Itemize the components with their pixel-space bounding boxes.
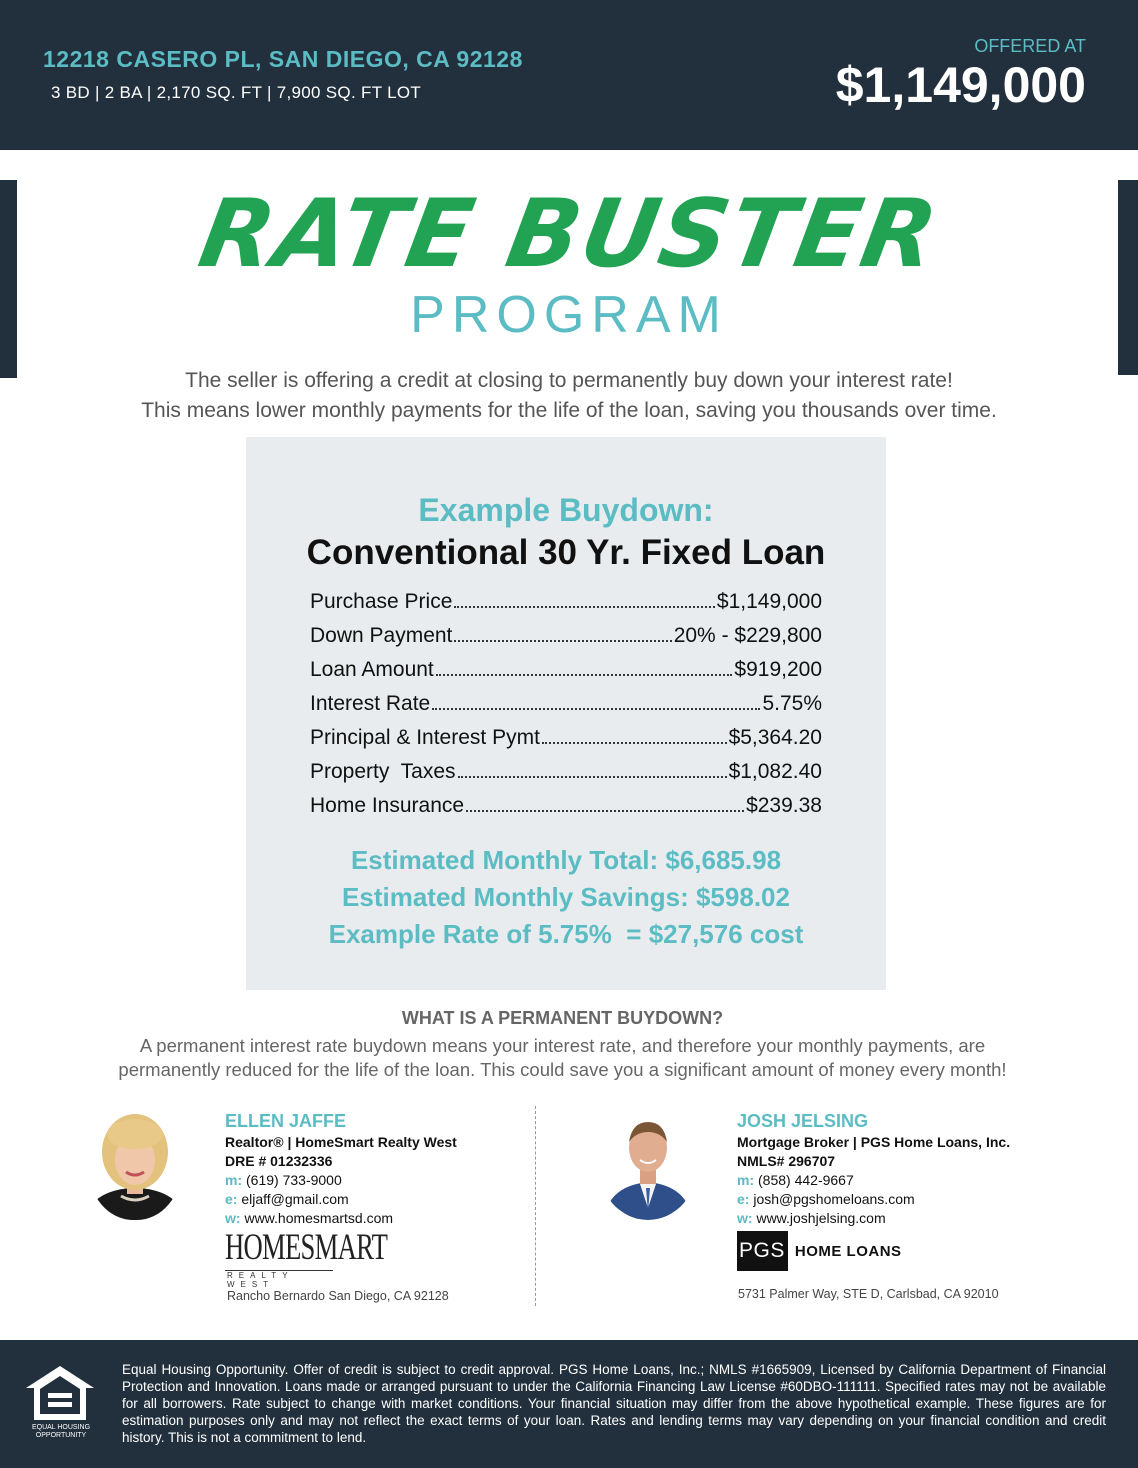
program-title: RATE BUSTER [191, 180, 947, 289]
detail-value: $1,149,000 [716, 590, 822, 613]
agent-address-josh: 5731 Palmer Way, STE D, Carlsbad, CA 92010 [738, 1287, 999, 1301]
buydown-line-1: A permanent interest rate buydown means your interest rate, and therefore your monthly payments, are [139, 1035, 986, 1056]
buydown-line-2: permanently reduced for the life of the loan. This could save you a significant amount of money every month! [118, 1059, 1007, 1080]
loan-type: Conventional 30 Yr. Fixed Loan [306, 533, 826, 572]
intro-line-1: The seller is offering a credit at closing to permanently buy down your interest rate! [185, 369, 953, 392]
agent-email-row [225, 1190, 457, 1209]
detail-label: Loan Amount [310, 658, 434, 681]
agent-phone[interactable]: (858) 442-9667 [758, 1172, 854, 1188]
detail-row-home-insurance [310, 794, 822, 828]
detail-label: Down Payment [310, 624, 453, 647]
email-key: e: [225, 1191, 238, 1207]
agent-phone-row [737, 1171, 1010, 1190]
pgs-logo-text: HOME LOANS [794, 1242, 902, 1260]
agent-name: ELLEN JAFFE [225, 1111, 347, 1131]
loan-details-list [310, 590, 822, 828]
homesmart-logo [225, 1228, 450, 1289]
intro-line-2: This means lower monthly payments for the life of the loan, saving you thousands over time. [141, 399, 997, 422]
agent-license: NMLS# 296707 [737, 1153, 836, 1169]
property-address: 12218 CASERO PL, SAN DIEGO, CA 92128 [43, 46, 523, 72]
detail-value: $919,200 [734, 658, 822, 681]
agent-email[interactable]: eljaff@gmail.com [241, 1191, 349, 1207]
phone-key: m: [225, 1172, 243, 1188]
agent-phone[interactable]: (619) 733-9000 [246, 1172, 342, 1188]
offered-at-label: OFFERED AT [974, 36, 1086, 56]
legal-disclaimer: Equal Housing Opportunity. Offer of credit is subject to credit approval. PGS Home Loans, Inc.; NMLS #1665909, Licensed by California Department of Financial Protection and Innovation. Loans made or arranged pursuant to under the California Financing Law License #60DBO-111111. Specified rates may not be available for all borrowers. Rate subject to change with market conditions. Your financial situation may differ from the above hypothetical example. These figures are for estimation purposes only and may not reflect the exact terms of your loan. Rates and lending terms may vary depending on your financial condition and credit history. This is not a commitment to lend. [122, 1362, 1106, 1445]
buydown-explanation [0, 1034, 1125, 1082]
dot-leader [454, 606, 714, 608]
avatar-icon [88, 1108, 182, 1220]
agent-license: DRE # 01232336 [225, 1153, 333, 1169]
agent-role: Realtor® | HomeSmart Realty West [225, 1134, 457, 1150]
detail-row-down-payment [310, 624, 822, 658]
agent-email[interactable]: josh@pgshomeloans.com [753, 1191, 915, 1207]
homesmart-logo-sub: REALTY WEST [225, 1270, 333, 1289]
detail-row-loan-amount [310, 658, 822, 692]
agent-name: JOSH JELSING [737, 1111, 869, 1131]
equal-housing-icon [24, 1364, 96, 1422]
agent-web-row [225, 1209, 457, 1228]
agent-card-josh [737, 1111, 1010, 1228]
agent-photo-ellen [88, 1108, 182, 1220]
detail-label: Property Taxes [310, 760, 456, 783]
agent-phone-row [225, 1171, 457, 1190]
dot-leader [542, 742, 727, 744]
agent-web-row [737, 1209, 1010, 1228]
detail-label: Interest Rate [310, 692, 431, 715]
example-buydown-box [246, 437, 886, 990]
detail-row-purchase-price [310, 590, 822, 624]
email-key: e: [737, 1191, 750, 1207]
agent-divider [535, 1106, 536, 1306]
pgs-logo [737, 1231, 902, 1271]
homesmart-logo-main: HOMESMART [225, 1227, 388, 1268]
program-subtitle: PROGRAM [410, 286, 728, 344]
dot-leader [454, 640, 671, 642]
agent-website[interactable]: www.joshjelsing.com [756, 1210, 886, 1226]
agent-card-ellen [225, 1111, 457, 1228]
phone-key: m: [737, 1172, 755, 1188]
detail-label: Purchase Price [310, 590, 453, 613]
web-key: w: [225, 1210, 241, 1226]
detail-label: Principal & Interest Pymt [310, 726, 540, 749]
estimate-summary [246, 842, 886, 953]
detail-value: 20% - $229,800 [673, 624, 822, 647]
agent-email-row [737, 1190, 1010, 1209]
detail-label: Home Insurance [310, 794, 465, 817]
detail-row-property-taxes [310, 760, 822, 794]
agent-photo-josh [598, 1108, 698, 1220]
detail-value: $239.38 [746, 794, 822, 817]
dot-leader [432, 708, 760, 710]
dot-leader [466, 810, 744, 812]
agent-role: Mortgage Broker | PGS Home Loans, Inc. [737, 1134, 1011, 1150]
intro-text [0, 366, 1138, 426]
monthly-total: Estimated Monthly Total: $6,685.98 [350, 845, 782, 875]
dot-leader [458, 776, 727, 778]
buydown-question: WHAT IS A PERMANENT BUYDOWN? [401, 1008, 724, 1028]
detail-value: $1,082.40 [728, 760, 822, 783]
offer-price: $1,149,000 [835, 57, 1086, 113]
detail-row-interest-rate [310, 692, 822, 726]
detail-row-principal-interest [310, 726, 822, 760]
avatar-icon [598, 1108, 698, 1220]
rate-cost: Example Rate of 5.75% = $27,576 cost [328, 919, 804, 949]
monthly-savings: Estimated Monthly Savings: $598.02 [342, 882, 790, 912]
pgs-logo-box: PGS [737, 1231, 788, 1271]
agent-website[interactable]: www.homesmartsd.com [244, 1210, 394, 1226]
web-key: w: [737, 1210, 753, 1226]
example-heading: Example Buydown: [418, 492, 714, 528]
dot-leader [436, 674, 733, 676]
detail-value: 5.75% [762, 692, 822, 715]
detail-value: $5,364.20 [728, 726, 822, 749]
equal-housing-label: EQUAL HOUSING OPPORTUNITY [31, 1424, 91, 1439]
property-specs: 3 BD | 2 BA | 2,170 SQ. FT | 7,900 SQ. FT LOT [51, 83, 422, 102]
agent-address-ellen: Rancho Bernardo San Diego, CA 92128 [227, 1289, 449, 1303]
